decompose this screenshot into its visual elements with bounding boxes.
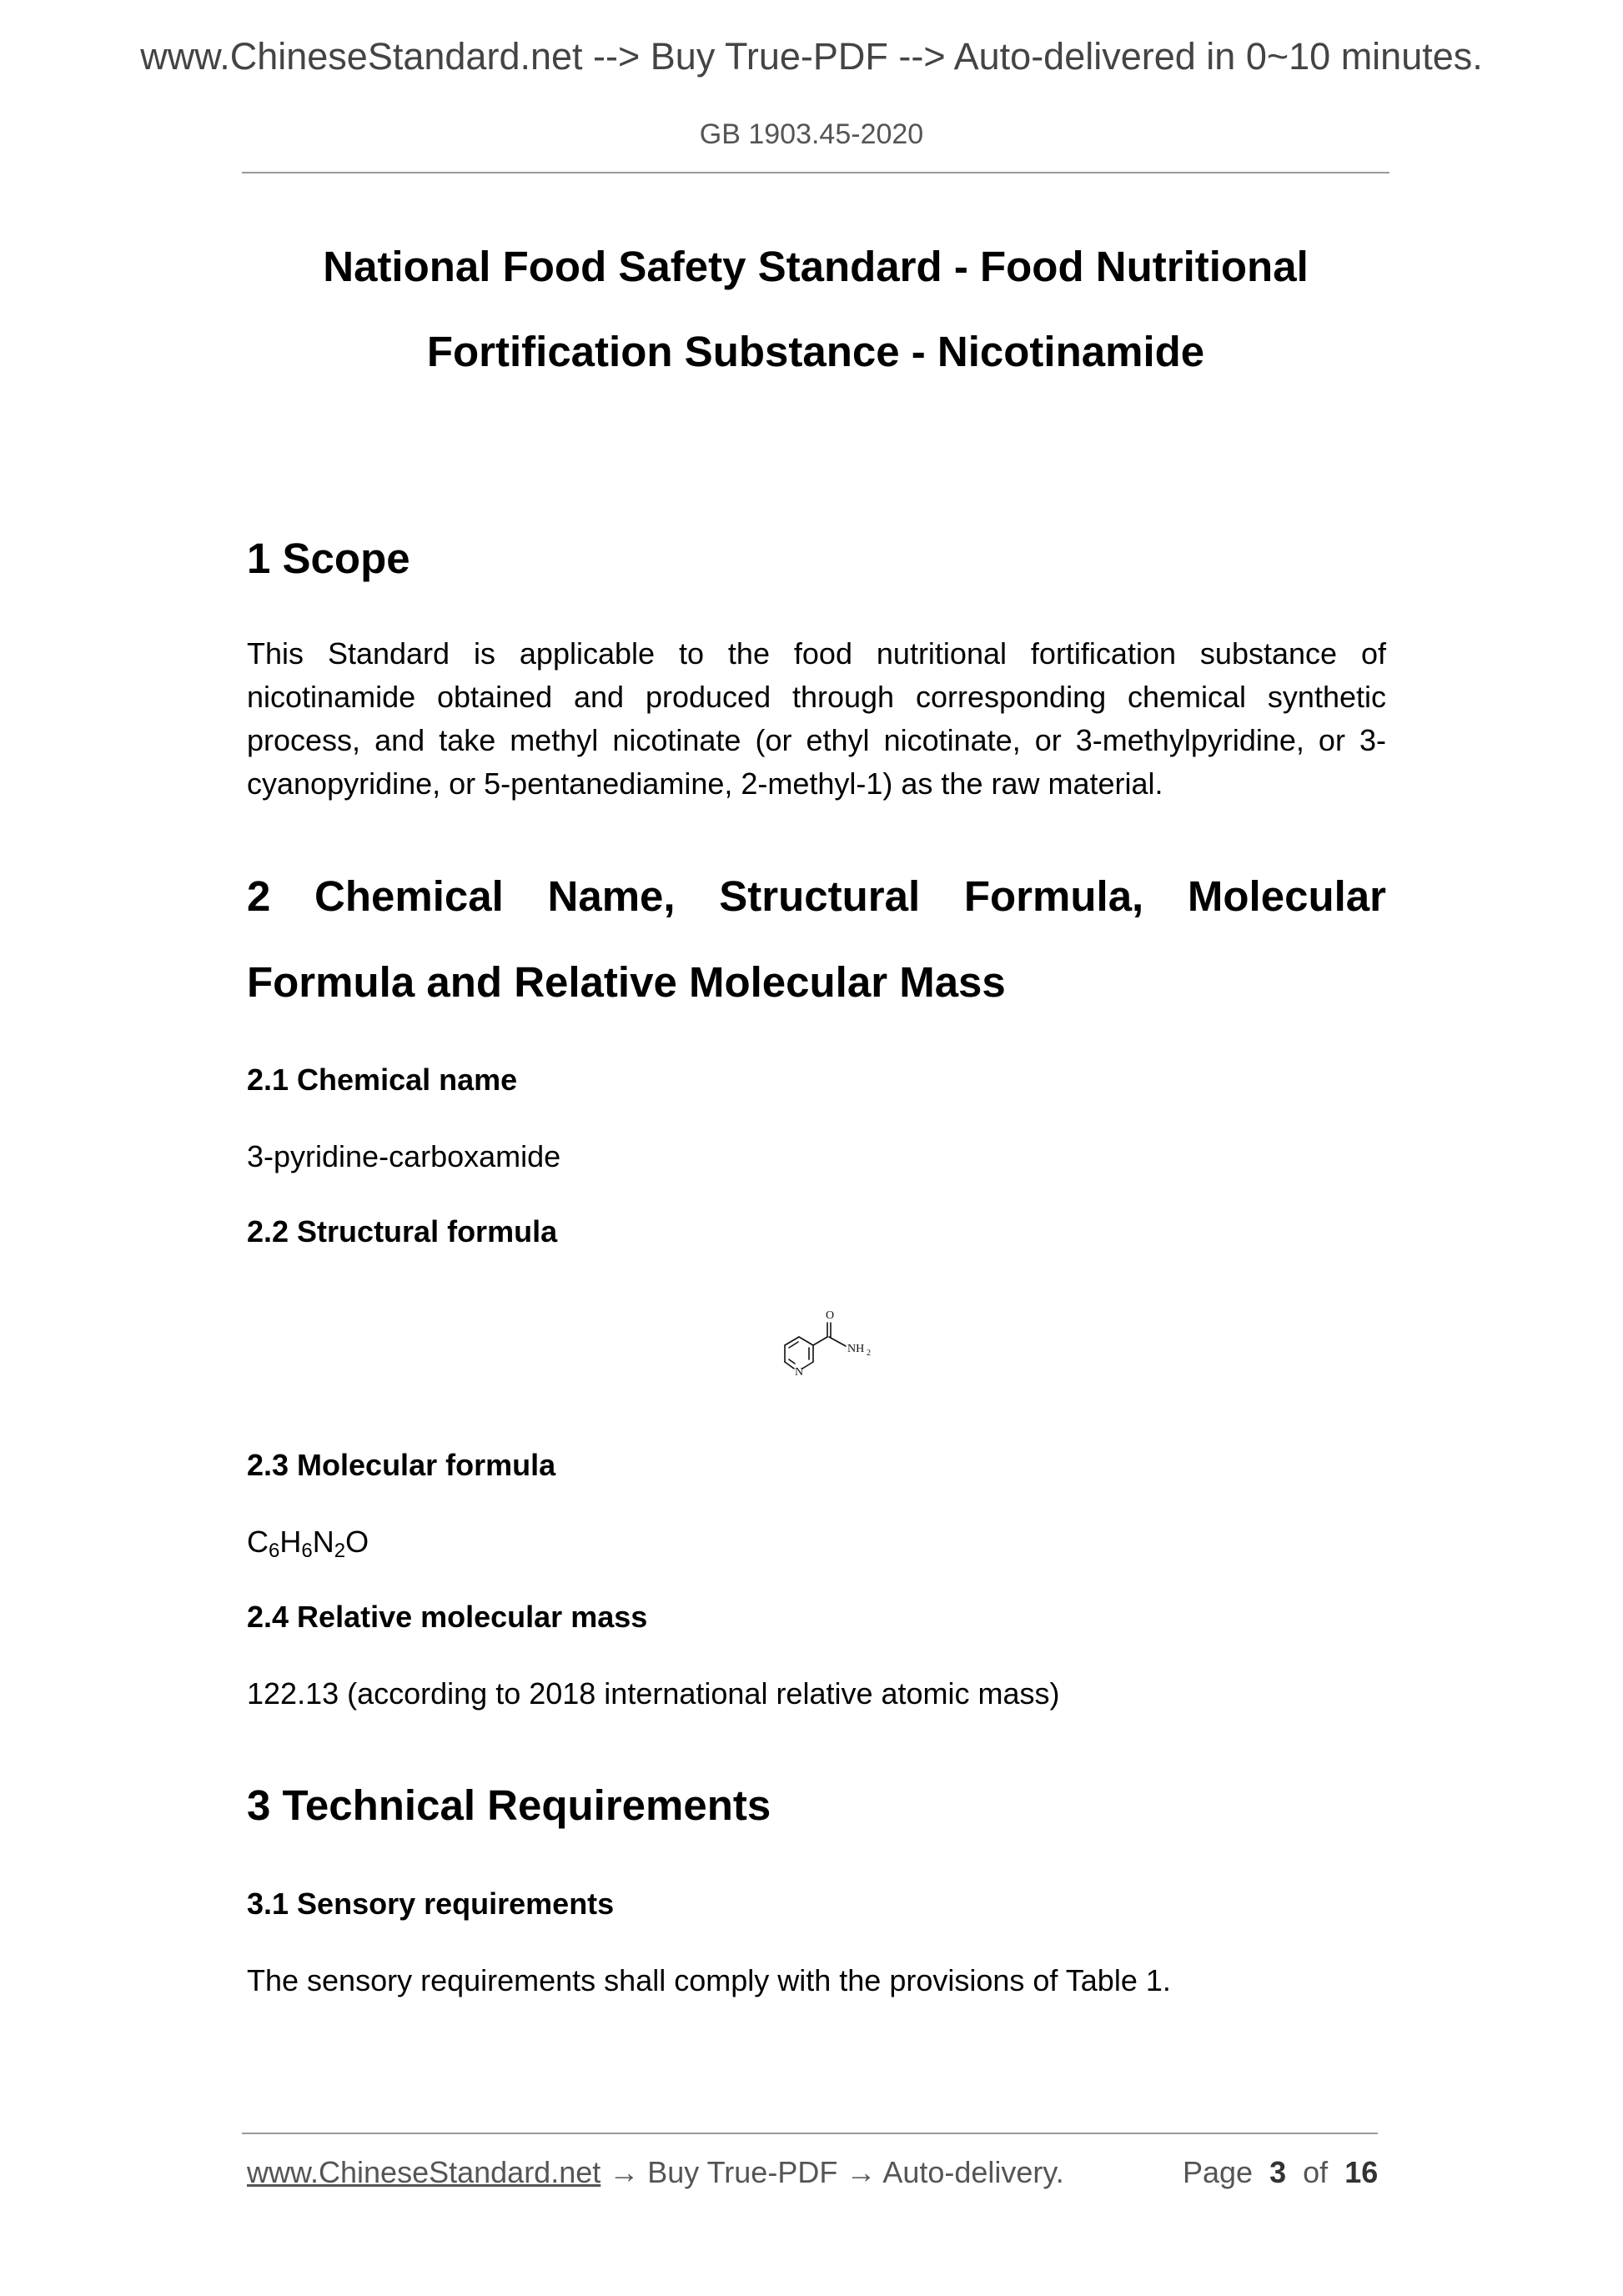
scope-text-line: This Standard is applicable to the food nutritional fortification substance of (247, 636, 1386, 671)
footer-promo-text: → Buy True-PDF → Auto-delivery. (600, 2155, 1064, 2189)
molecular-mass-heading: 2.4 Relative molecular mass (247, 1600, 648, 1634)
total-pages-number: 16 (1344, 2155, 1379, 2189)
footer-promo (247, 2155, 1064, 2190)
footer-divider (242, 2133, 1378, 2134)
molecular-formula-value: $C_6H_6N_2O$ (247, 1525, 369, 1562)
top-banner: www.ChineseStandard.net --> Buy True-PDF --> Auto-delivered in 0~10 minutes. (140, 35, 1483, 78)
nicotinamide-structure-diagram (742, 1291, 892, 1399)
molecular-mass-value: 122.13 (according to 2018 international relative atomic mass) (247, 1676, 1060, 1711)
scope-text-line: process, and take methyl nicotinate (or ethyl nicotinate, or 3-methylpyridine, or 3- (247, 723, 1386, 757)
chemical-name-heading: 2.1 Chemical name (247, 1063, 518, 1097)
header-divider (242, 172, 1389, 173)
technical-requirements-heading: 3 Technical Requirements (247, 1781, 771, 1829)
scope-heading: 1 Scope (247, 535, 410, 582)
page-indicator: Page 3 of 16 (1183, 2155, 1379, 2189)
section-2-heading-line-2: Formula and Relative Molecular Mass (247, 958, 1006, 1006)
oxygen-label: O (826, 1309, 835, 1322)
standard-code: GB 1903.45-2020 (699, 118, 924, 150)
scope-text-line: nicotinamide obtained and produced through corresponding chemical synthetic (247, 680, 1386, 714)
sensory-requirements-heading: 3.1 Sensory requirements (247, 1887, 615, 1921)
scope-text-line: cyanopyridine, or 5-pentanediamine, 2-methyl-1) as the raw material. (247, 766, 1163, 801)
molecular-formula-heading: 2.3 Molecular formula (247, 1448, 556, 1482)
amine-subscript: 2 (867, 1349, 871, 1358)
footer-site-link[interactable]: www.ChineseStandard.net (247, 2155, 601, 2189)
section-2-heading-line-1: 2 Chemical Name, Structural Formula, Molecular (247, 872, 1386, 920)
current-page-number: 3 (1269, 2155, 1287, 2189)
document-title-line-1: National Food Safety Standard - Food Nutritional (323, 243, 1309, 290)
amine-label: NH (847, 1343, 865, 1355)
chemical-name-value: 3-pyridine-carboxamide (247, 1139, 561, 1173)
document-title-line-2: Fortification Substance - Nicotinamide (426, 328, 1205, 375)
structural-formula-heading: 2.2 Structural formula (247, 1214, 558, 1248)
nitrogen-label: N (795, 1366, 804, 1379)
sensory-requirements-text: The sensory requirements shall comply with the provisions of Table 1. (247, 1963, 1171, 1997)
